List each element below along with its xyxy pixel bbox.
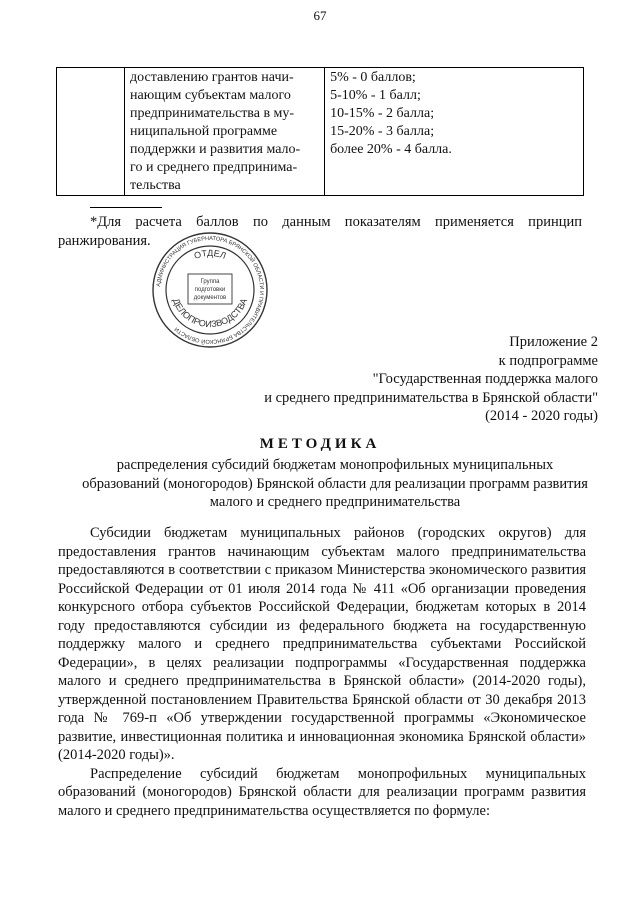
footnote-divider: [90, 207, 162, 208]
table-cell-empty: [57, 68, 125, 196]
criterion-line: нающим субъектам малого: [130, 88, 291, 103]
appendix-heading: [264, 333, 598, 426]
paragraph: Распределение субсидий бюджетам монопрофильных муниципальных образований (моногородов) Брянской области для реализации программ развития малого и среднего предпринимательства осуществляется по формуле:: [58, 765, 586, 819]
criterion-line: поддержки и развития мало-: [130, 142, 301, 157]
table-cell-scores: [325, 68, 584, 196]
stamp-center-line: Группа: [200, 279, 220, 285]
criterion-line: ниципальной программе: [130, 124, 278, 139]
score-line: 10-15% - 2 балла;: [330, 106, 435, 121]
criterion-line: тельства: [130, 178, 181, 193]
methodology-title: МЕТОДИКА: [259, 436, 381, 452]
score-line: 15-20% - 3 балла;: [330, 124, 435, 139]
stamp-upper-text: ОТДЕЛ: [192, 247, 228, 261]
body-text: [58, 524, 586, 820]
score-line: 5-10% - 1 балл;: [330, 88, 421, 103]
criteria-table: [56, 67, 584, 196]
criterion-line: го и среднего предпринима-: [130, 160, 298, 175]
stamp-center-line: подготовки: [194, 287, 226, 293]
appendix-line: и среднего предпринимательства в Брянской области": [264, 389, 598, 406]
page-number: 67: [313, 8, 327, 23]
department-stamp: [150, 230, 270, 350]
methodology-subtitle: распределения субсидий бюджетам монопрофильных муниципальных образований (моногородов) Брянской области для реализации программ развития малого и среднего предпринимательства: [82, 457, 588, 510]
criterion-line: предпринимательства в му-: [130, 106, 295, 121]
table-row: [57, 68, 584, 196]
stamp-ring-text: АДМИНИСТРАЦИЯ ГУБЕРНАТОРА БРЯНСКОЙ ОБЛАСТИ И ПРАВИТЕЛЬСТВА БРЯНСКОЙ ОБЛАСТИ: [156, 235, 265, 345]
appendix-line: "Государственная поддержка малого: [372, 371, 598, 387]
footnote: *Для расчета баллов по данным показателям применяется принцип ранжирования.: [58, 214, 582, 249]
stamp-lower-text: ДЕЛОПРОИЗВОДСТВА: [170, 296, 250, 330]
paragraph: Субсидии бюджетам муниципальных районов (городских округов) для предоставления грантов начинающим субъектам малого предпринимательства предоставляются в соответствии с приказом Министерства экономического развития Российской Федерации от 01 июля 2014 года № 411 «Об организации проведения конкурсного отбора субъектов Российской Федерации, бюджетам которых в 2014 году предоставляются субсидии из федерального бюджета на государственную поддержку малого и среднего предпринимательства субъектами Российской Федерации», в целях реализации подпрограммы «Государственная поддержка малого и среднего предпринимательства в Брянской области» (2014-2020 годы), утвержденной постановлением Правительства Брянской области от 30 декабря 2013 года № 769-п «Об утверждении государственной программы «Экономическое развитие, инвестиционная политика и инновационная экономика Брянской области» (2014-2020 годы)».: [58, 525, 586, 763]
svg-text:ОТДЕЛ: [193, 248, 228, 261]
appendix-line: Приложение 2: [509, 334, 598, 350]
criterion-line: доставлению грантов начи-: [130, 70, 294, 85]
score-line: более 20% - 4 балла.: [330, 142, 452, 157]
appendix-line: к подпрограмме: [498, 352, 598, 369]
appendix-line: (2014 - 2020 годы): [485, 408, 598, 424]
score-line: 5% - 0 баллов;: [330, 70, 416, 85]
table-cell-criterion: [125, 68, 325, 196]
stamp-center-line: документов: [193, 295, 227, 301]
